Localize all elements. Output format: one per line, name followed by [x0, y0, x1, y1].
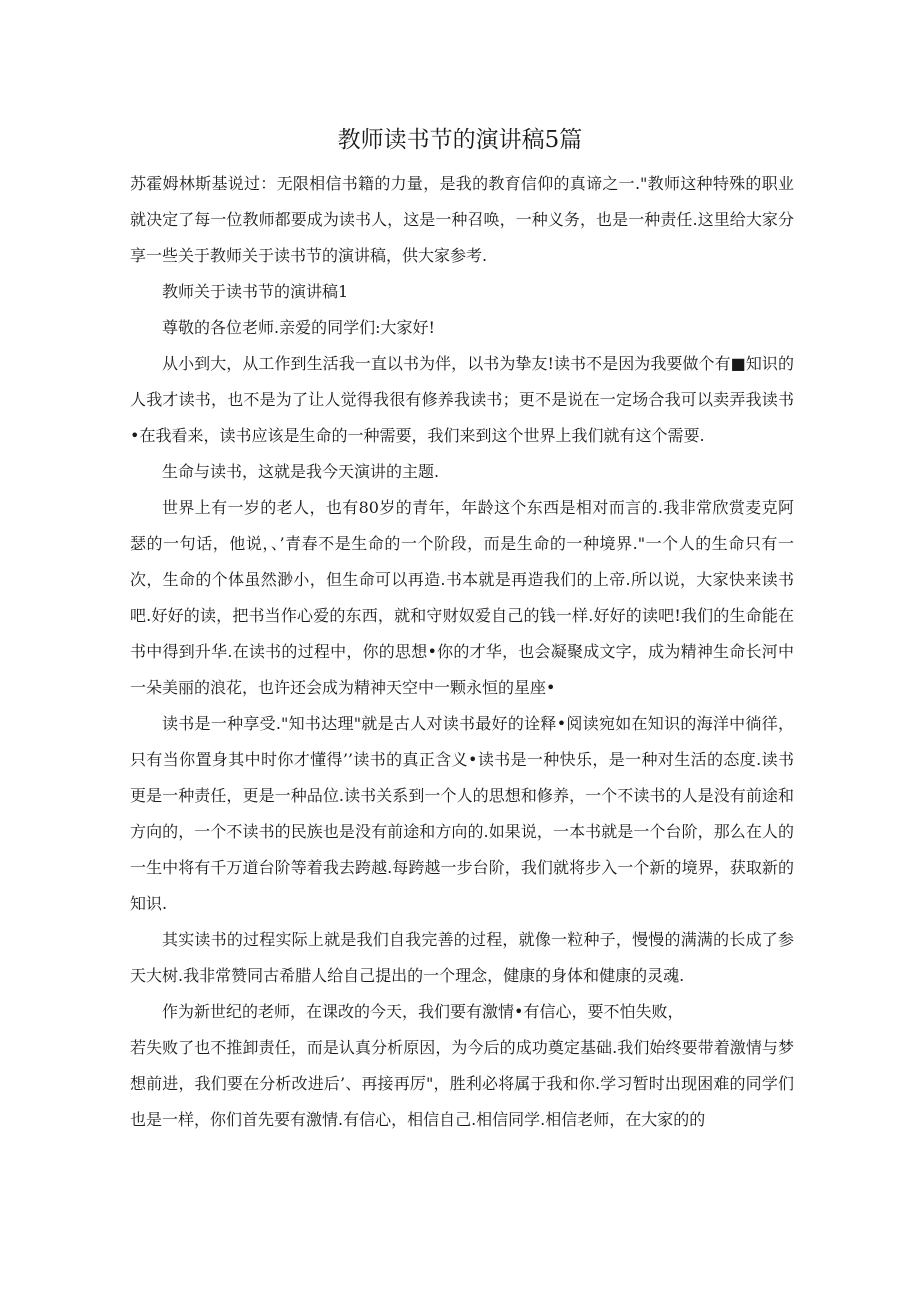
intro-paragraph: 苏霍姆林斯基说过：无限相信书籍的力量，是我的教育信仰的真谛之一."教师这种特殊的职业就决定了每一位教师都要成为读书人，这是一种召唤，一种义务，也是一种责任.这里给大家分享一些关于教师关于读书节的演讲稿，供大家参考.	[130, 174, 794, 265]
body-paragraph: 其实读书的过程实际上就是我们自我完善的过程，就像一粒种子，慢慢的满满的长成了参天大树.我非常赞同古希腊人给自己提出的一个理念，健康的身体和健康的灵魂.	[130, 930, 794, 985]
body-paragraph: 从小到大，从工作到生活我一直以书为伴，以书为挚友!读书不是因为我要做个有■知识的人我才读书，也不是为了让人觉得我很有修养我读书；更不是说在一定场合我可以卖弄我读书•在我看来，读书应该是生命的一种需要，我们来到这个世界上我们就有这个需要.	[130, 354, 794, 445]
body-paragraph: 世界上有一岁的老人，也有80岁的青年，年龄这个东西是相对而言的.我非常欣赏麦克阿瑟的一句话，他说，、’青春不是生命的一个阶段，而是生命的一种境界."一个人的生命只有一次，生命的个体虽然渺小，但生命可以再造.书本就是再造我们的上帝.所以说，大家快来读书吧.好好的读，把书当作心爱的东西，就和守财奴爱自己的钱一样.好好的读吧!我们的生命能在书中得到升华.在读书的过程中，你的思想•你的才华，也会凝聚成文字，成为精神生命长河中一朵美丽的浪花，也许还会成为精神天空中一颗永恒的星座•	[130, 498, 794, 697]
greeting: 尊敬的各位老师.亲爱的同学们:大家好!	[162, 318, 435, 337]
body-paragraph: 作为新世纪的老师，在课改的今天，我们要有激情•有信心，要不怕失败，	[162, 1002, 684, 1021]
body-paragraph: 读书是一种享受."知书达理"就是古人对读书最好的诠释•阅读宛如在知识的海洋中徜徉，只有当你置身其中时你才懂得’’读书的真正含义•读书是一种快乐，是一种对生活的态度.读书更是一种责任，更是一种品位.读书关系到一个人的思想和修养，一个不读书的人是没有前途和方向的，一个不读书的民族也是没有前途和方向的.如果说，一本书就是一个台阶，那么在人的一生中将有千万道台阶等着我去跨越.每跨越一步台阶，我们就将步入一个新的境界，获取新的知识.	[130, 714, 794, 913]
document-title: 教师读书节的演讲稿5篇	[337, 127, 583, 153]
body-paragraph: 若失败了也不推卸责任，而是认真分析原因，为今后的成功奠定基础.我们始终要带着激情与梦想前进，我们要在分析改进后’、再接再厉"，胜利必将属于我和你.学习暂时出现困难的同学们也是一样，你们首先要有激情.有信心，相信自己.相信同学.相信老师，在大家的的	[130, 1038, 794, 1129]
body-paragraph: 生命与读书，这就是我今天演讲的主题.	[162, 462, 440, 481]
section-heading: 教师关于读书节的演讲稿1	[162, 282, 349, 301]
